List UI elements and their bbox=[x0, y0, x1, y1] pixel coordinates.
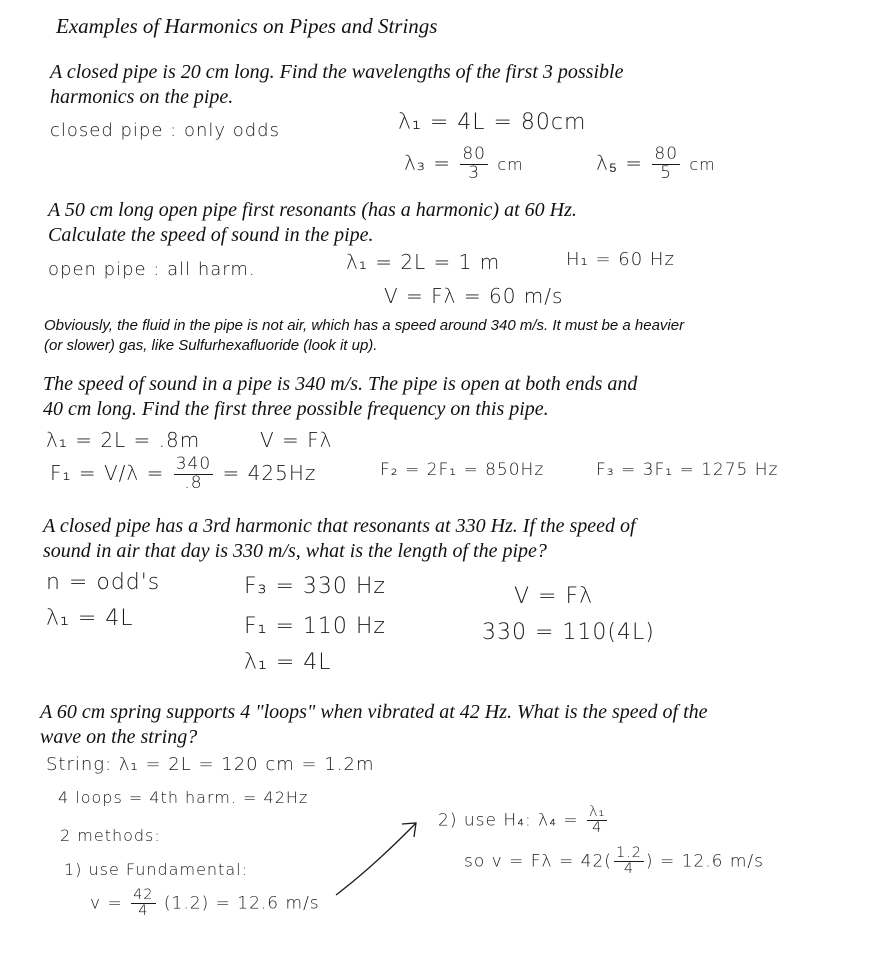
problem-1-lambda-5 bbox=[596, 146, 716, 183]
m2-fraction: $\frac{\text{λ₁}}{4}$ bbox=[589, 804, 606, 837]
lambda-5-label: λ₅ = bbox=[596, 150, 644, 175]
problem-3-question-line-1: The speed of sound in a pipe is 340 m/s. The pipe is open at both ends and bbox=[43, 373, 638, 395]
problem-5-method-2 bbox=[438, 805, 609, 836]
problem-3-f1 bbox=[50, 456, 316, 493]
lambda-3-label: λ₃ = bbox=[404, 150, 451, 175]
problem-3-velocity-formula: V = Fλ bbox=[260, 428, 333, 452]
problem-2-open-pipe-note: open pipe : all harm. bbox=[48, 259, 256, 280]
problem-1-question-line-2: harmonics on the pipe. bbox=[50, 86, 234, 108]
lambda-5-fraction: $\frac{80}{5}$ bbox=[654, 144, 679, 183]
problem-1-question-line-1: A closed pipe is 20 cm long. Find the wavelengths of the first 3 possible bbox=[50, 61, 624, 83]
m2-calc-result: ) = 12.6 m/s bbox=[645, 851, 764, 872]
problem-2-question-line-2: Calculate the speed of sound in the pipe. bbox=[48, 224, 374, 246]
problem-2-lambda-1: λ₁ = 2L = 1 m bbox=[346, 250, 501, 274]
problem-4-lambda-1-mid: λ₁ = 4L bbox=[244, 650, 332, 675]
m2-calc-pre: so v = Fλ = 42( bbox=[464, 851, 612, 872]
problem-5-loops: 4 loops = 4th harm. = 42Hz bbox=[58, 788, 309, 807]
problem-5-string: String: λ₁ = 2L = 120 cm = 1.2m bbox=[46, 754, 375, 775]
problem-2-note-line-1: Obviously, the fluid in the pipe is not air, which has a speed around 340 m/s. It must be a heavier bbox=[44, 317, 685, 334]
problem-4-equation: 330 = 110(4L) bbox=[482, 620, 655, 645]
problem-4-lambda-1-left: λ₁ = 4L bbox=[46, 606, 134, 631]
problem-3-question-line-2: 40 cm long. Find the first three possible frequency on this pipe. bbox=[43, 398, 549, 420]
m1-fraction: $\frac{42}{4}$ bbox=[133, 887, 154, 920]
m1-result: (1.2) = 12.6 m/s bbox=[163, 893, 320, 914]
lambda-5-unit: cm bbox=[689, 154, 716, 174]
problem-2-note-line-2: (or slower) gas, like Sulfurhexafluoride (look it up). bbox=[44, 337, 378, 354]
problem-5-method-1: 1) use Fundamental: bbox=[64, 860, 248, 879]
arrow-icon bbox=[330, 815, 430, 900]
problem-5-methods: 2 methods: bbox=[60, 826, 161, 845]
problem-4-velocity-formula: V = Fλ bbox=[514, 584, 594, 609]
f1-fraction: $\frac{340}{.8}$ bbox=[175, 454, 212, 493]
problem-1-lambda-1: λ₁ = 4L = 80cm bbox=[398, 110, 587, 135]
problem-3-f3: F₃ = 3F₁ = 1275 Hz bbox=[596, 460, 779, 480]
problem-3-f2: F₂ = 2F₁ = 850Hz bbox=[380, 460, 545, 480]
problem-5-method-2-calc bbox=[464, 846, 764, 877]
problem-3-lambda-1: λ₁ = 2L = .8m bbox=[46, 428, 201, 452]
f1-result: = 425Hz bbox=[222, 460, 317, 485]
problem-4-f3: F₃ = 330 Hz bbox=[244, 574, 386, 599]
problem-1-closed-pipe-note: closed pipe : only odds bbox=[50, 120, 280, 141]
f1-label: F₁ = V/λ = bbox=[50, 460, 165, 485]
problem-4-question-line-1: A closed pipe has a 3rd harmonic that resonants at 330 Hz. If the speed of bbox=[43, 515, 636, 537]
problem-4-odds: n = odd's bbox=[46, 570, 161, 595]
m2-calc-fraction: $\frac{1.2}{4}$ bbox=[615, 845, 642, 878]
problem-4-question-line-2: sound in air that day is 330 m/s, what is the length of the pipe? bbox=[43, 540, 547, 562]
problem-5-question-line-2: wave on the string? bbox=[40, 726, 198, 748]
page-title: Examples of Harmonics on Pipes and Strings bbox=[56, 14, 438, 38]
problem-2-h1: H₁ = 60 Hz bbox=[566, 249, 675, 270]
problem-4-f1: F₁ = 110 Hz bbox=[244, 614, 386, 639]
problem-5-method-1-calc bbox=[90, 888, 320, 919]
lambda-3-unit: cm bbox=[497, 154, 524, 174]
lambda-3-fraction: $\frac{80}{3}$ bbox=[462, 144, 486, 183]
problem-1-lambda-3 bbox=[404, 146, 524, 183]
problem-5-question-line-1: A 60 cm spring supports 4 "loops" when vibrated at 42 Hz. What is the speed of the bbox=[40, 701, 708, 723]
m2-label: 2) use H₄: λ₄ = bbox=[438, 810, 579, 831]
problem-2-question-line-1: A 50 cm long open pipe first resonants (has a harmonic) at 60 Hz. bbox=[48, 199, 577, 221]
m1-v-label: v = bbox=[90, 893, 123, 914]
problem-2-velocity: V = Fλ = 60 m/s bbox=[384, 284, 564, 308]
